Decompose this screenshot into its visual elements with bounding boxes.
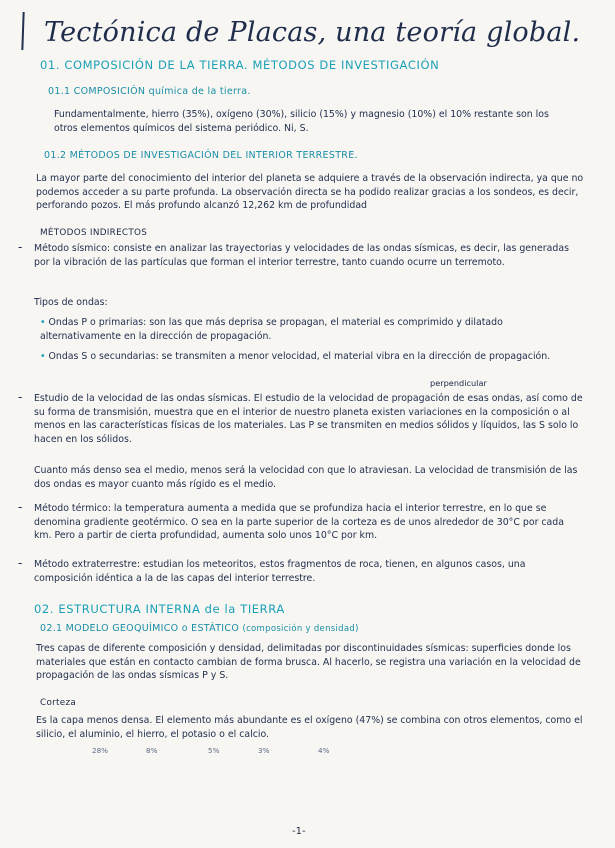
subsection-1-1-heading: 01.1 COMPOSICIÓN química de la tierra.	[48, 86, 251, 97]
subsection-2-1-heading	[40, 623, 359, 634]
dash-bullet: -	[18, 500, 23, 514]
crust-paragraph	[36, 714, 584, 741]
bullet-dot: •	[40, 317, 49, 328]
velocity-study-text: Estudio de la velocidad de las ondas sísmicas. El estudio de la velocidad de propagación de esas ondas, así como de su forma de transmisión, muestra que en el interior de nuestro planeta existen variaciones en la composición o al menos en las características físicas de los materiales. Las P se transmiten en medios sólidos y líquidos, las S solo lo hacen en los sólidos.	[34, 393, 583, 445]
bullet-dot: •	[40, 351, 49, 362]
subsection-1-2-heading: 01.2 MÉTODOS DE INVESTIGACIÓN DEL INTERIOR TERRESTRE.	[44, 150, 358, 161]
wave-types-label: Tipos de ondas:	[34, 297, 108, 308]
composition-text: Fundamentalmente, hierro (35%), oxígeno (30%), silicio (15%) y magnesio (10%) el 10% restante son los otros elementos químicos del sistema periódico. Ni, S.	[54, 109, 549, 134]
potassium-percent: 3%	[258, 746, 270, 755]
thermal-method-text: Método térmico: la temperatura aumenta a medida que se profundiza hacia el interior terrestre, en lo que se denomina gradiente geotérmico. O sea en la parte superior de la corteza es de unos alrededor de 30°C por cada km. Pero a partir de cierta profundidad, aumenta solo unos 10°C por km.	[34, 503, 564, 542]
density-note-paragraph	[34, 464, 584, 491]
subsection-2-1-title: 02.1 MODELO GEOQUÍMICO o ESTÁTICO	[40, 623, 240, 634]
silicon-percent: 28%	[92, 746, 108, 755]
wave-p-text: Ondas P o primarias: son las que más deprisa se propagan, el material es comprimido y dilatado alternativamente en la dirección de propagación.	[40, 317, 503, 342]
seismic-method-text: Método sísmico: consiste en analizar las trayectorias y velocidades de las ondas sísmicas, es decir, las generadas por la vibración de las partículas que forman el interior terrestre, tanto cuando ocurre un terremoto.	[34, 243, 569, 268]
methods-intro-text: La mayor parte del conocimiento del interior del planeta se adquiere a través de la observación indirecta, ya que no podemos acceder a su parte profunda. La observación directa se ha podido realizar gracias a los sondeos, es decir, perforando pozos. El más profundo alcanzó 12,262 km de profundidad	[36, 173, 584, 212]
geochemical-model-paragraph	[36, 642, 584, 683]
geochemical-model-text: Tres capas de diferente composición y densidad, delimitadas por discontinuidades sísmicas: superficies donde los materiales que están en contacto cambian de forma brusca. Al hacerlo, se registra una variación en la velocidad de propagación de las ondas sísmicas P y S.	[36, 643, 581, 682]
page-title: Tectónica de Placas, una teoría global.	[44, 17, 581, 48]
calcium-percent: 4%	[318, 746, 330, 755]
composition-paragraph	[54, 108, 574, 135]
dash-bullet: -	[18, 240, 23, 254]
subsection-2-1-note: (composición y densidad)	[242, 624, 359, 634]
methods-intro-paragraph	[36, 172, 584, 213]
velocity-study-paragraph	[34, 392, 584, 446]
dash-bullet: -	[18, 390, 23, 404]
section-1-heading: 01. COMPOSICIÓN DE LA TIERRA. MÉTODOS DE INVESTIGACIÓN	[40, 58, 440, 72]
section-2-heading: 02. ESTRUCTURA INTERNA de la TIERRA	[34, 602, 285, 616]
density-note-text: Cuanto más denso sea el medio, menos será la velocidad con que lo atraviesan. La velocidad de transmisión de las dos ondas es mayor cuanto más rígido es el medio.	[34, 465, 578, 490]
aluminum-percent: 8%	[146, 746, 158, 755]
seismic-method-paragraph	[34, 242, 584, 269]
meteorites-method-paragraph	[34, 558, 584, 585]
margin-mark	[21, 12, 24, 50]
crust-text: Es la capa menos densa. El elemento más abundante es el oxígeno (47%) se combina con otros elementos, como el silicio, el aluminio, el hierro, el potasio o el calcio.	[36, 715, 583, 740]
indirect-methods-label: MÉTODOS INDIRECTOS	[40, 228, 148, 238]
dash-bullet: -	[18, 556, 23, 570]
crust-label: Corteza	[40, 698, 77, 708]
wave-p-paragraph	[40, 316, 584, 343]
meteorites-method-text: Método extraterrestre: estudian los meteoritos, estos fragmentos de roca, tienen, en algunos casos, una composición idéntica a la de las capas del interior terrestre.	[34, 559, 526, 584]
iron-percent: 5%	[208, 746, 220, 755]
wave-s-paragraph	[40, 350, 584, 364]
perpendicular-note: perpendicular	[430, 378, 487, 388]
wave-s-text: Ondas S o secundarias: se transmiten a menor velocidad, el material vibra en la dirección de propagación.	[48, 351, 551, 362]
page-number: -1-	[292, 826, 306, 837]
thermal-method-paragraph	[34, 502, 584, 543]
wave-types-label-block	[34, 296, 334, 310]
